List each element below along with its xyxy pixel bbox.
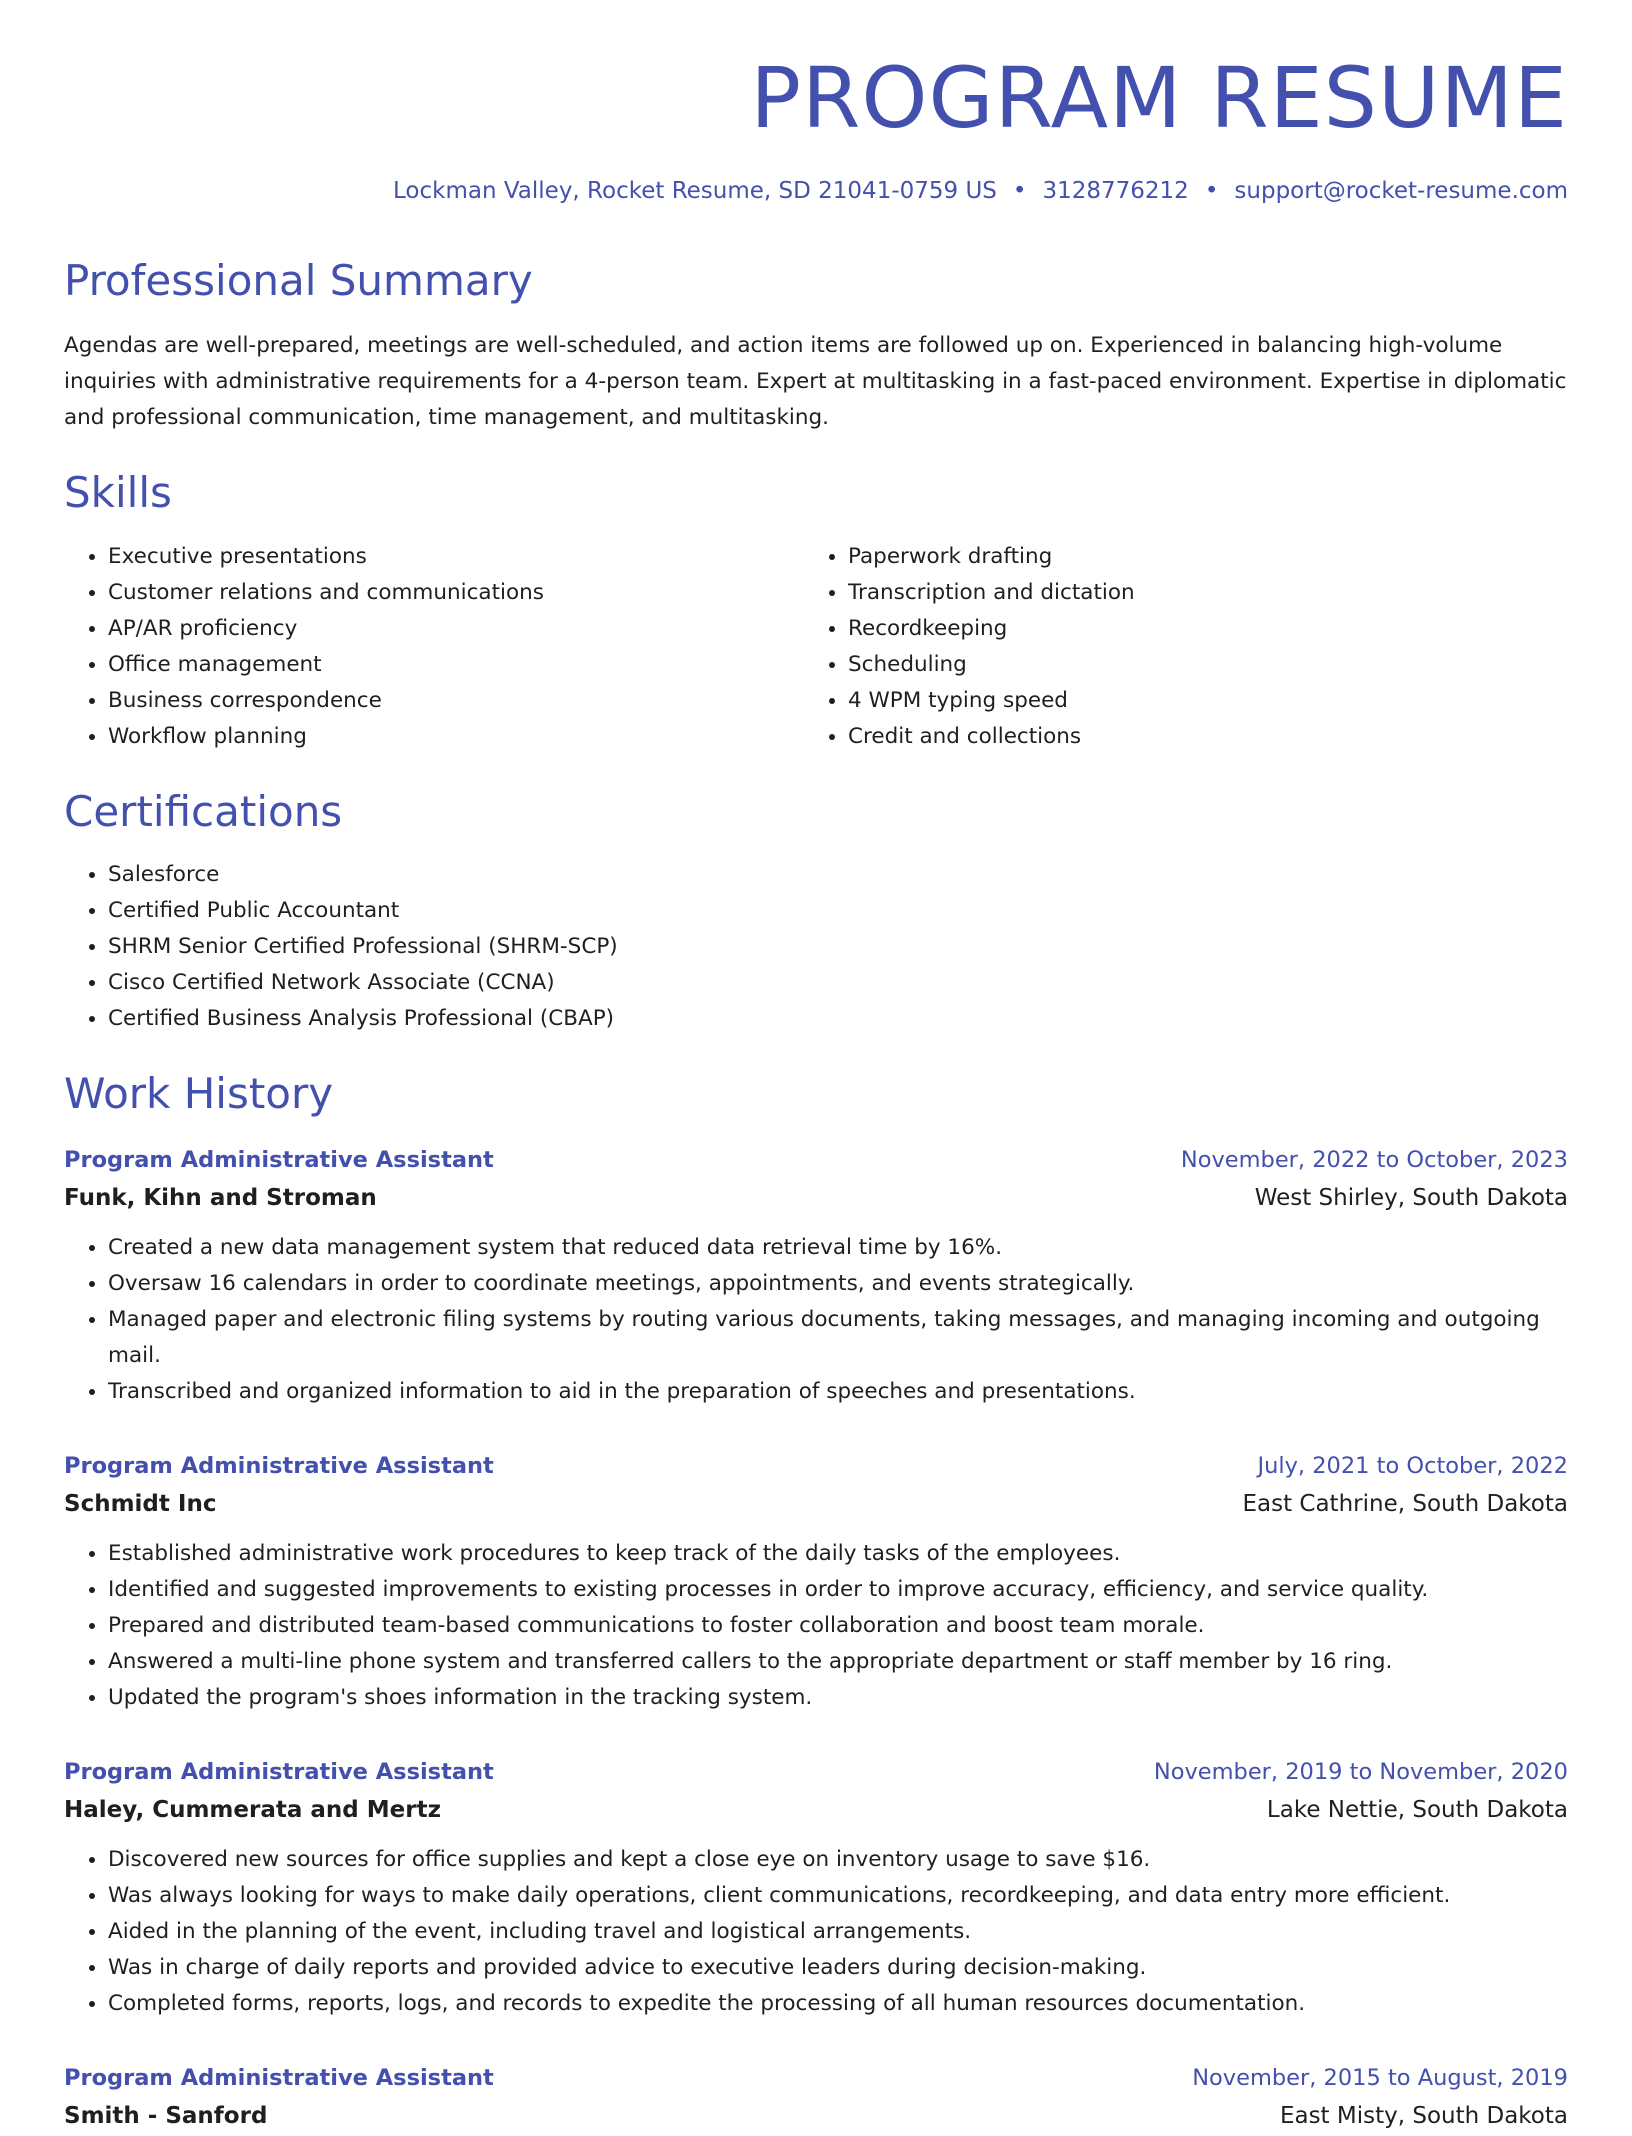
- job-header-row: [64, 1448, 1568, 1484]
- job-company: Smith - Sanford: [64, 2102, 268, 2129]
- resume-name: PROGRAM RESUME: [750, 49, 1568, 147]
- job-dates: July, 2021 to October, 2022: [1257, 1452, 1568, 1479]
- job-company-row: [64, 1178, 1568, 1218]
- job-bullets: [64, 1230, 1568, 1410]
- job-location: West Shirley, South Dakota: [1254, 1184, 1568, 1211]
- contact-separator: •: [1012, 178, 1027, 205]
- skill-item: • Business correspondence: [108, 683, 804, 719]
- job-bullet: • Aided in the planning of the event, including travel and logistical arrangements.: [108, 1914, 1568, 1950]
- job-bullet: • Oversaw 16 calendars in order to coordinate meetings, appointments, and events strategically.: [108, 1266, 1568, 1302]
- job-company-row: [64, 2096, 1568, 2136]
- job-bullet: • Completed forms, reports, logs, and records to expedite the processing of all human resources documentation.: [108, 1986, 1568, 2022]
- skill-item: • Office management: [108, 647, 804, 683]
- job-header-row: [64, 1142, 1568, 1178]
- job-entry: [64, 1142, 1568, 1410]
- skill-item: • Executive presentations: [108, 539, 804, 575]
- job-bullet: • Transcribed and organized information to aid in the preparation of speeches and presentations.: [108, 1374, 1568, 1410]
- skill-item: • Customer relations and communications: [108, 575, 804, 611]
- certifications-list: [64, 857, 1568, 1037]
- skill-item: • AP/AR proficiency: [108, 611, 804, 647]
- job-dates: November, 2019 to November, 2020: [1153, 1758, 1568, 1785]
- job-bullet: • Answered a multi-line phone system and transferred callers to the appropriate department or staff member by 16 ring.: [108, 1644, 1568, 1680]
- job-header-row: [64, 2060, 1568, 2096]
- skills-columns: [64, 539, 1568, 755]
- contact-separator: •: [1204, 178, 1219, 205]
- certification-item: • Cisco Certified Network Associate (CCNA): [108, 965, 1568, 1001]
- skill-item: • Recordkeeping: [848, 611, 1544, 647]
- contact-line: [64, 178, 1568, 206]
- skills-column-left: [64, 539, 804, 755]
- job-bullet: • Discovered new sources for office supplies and kept a close eye on inventory usage to save $16.: [108, 1842, 1568, 1878]
- job-bullet: • Prepared and distributed team-based communications to foster collaboration and boost team morale.: [108, 1608, 1568, 1644]
- job-bullets: [64, 1842, 1568, 2022]
- job-bullet: • Updated the program's shoes information in the tracking system.: [108, 1680, 1568, 1716]
- job-location: East Cathrine, South Dakota: [1242, 1490, 1568, 1517]
- job-bullet: • Established administrative work procedures to keep track of the daily tasks of the employees.: [108, 1536, 1568, 1572]
- job-entry: [64, 1754, 1568, 2022]
- job-location: East Misty, South Dakota: [1279, 2102, 1568, 2129]
- summary-text: Agendas are well-prepared, meetings are well-scheduled, and action items are followed up on. Experienced in balancing high-volume inquiries with administrative requirements for a 4-person team. Expert at multitasking in a fast-paced environment. Expertise in diplomatic and professional communication, time management, and multitasking.: [64, 333, 1567, 431]
- skill-item: • Scheduling: [848, 647, 1544, 683]
- skill-item: • Paperwork drafting: [848, 539, 1544, 575]
- skill-item: • Credit and collections: [848, 719, 1544, 755]
- skills-list-right: [804, 539, 1544, 755]
- skills-list-left: [64, 539, 804, 755]
- certification-item: • Certified Business Analysis Professional (CBAP): [108, 1001, 1568, 1037]
- skills-column-right: [804, 539, 1544, 755]
- section-title-work-history: Work History: [64, 1069, 334, 1119]
- job-header-row: [64, 1754, 1568, 1790]
- job-bullets: [64, 1536, 1568, 1716]
- job-entry: [64, 2060, 1568, 2136]
- job-dates: November, 2022 to October, 2023: [1180, 1146, 1568, 1173]
- job-bullet: • Created a new data management system that reduced data retrieval time by 16%.: [108, 1230, 1568, 1266]
- certification-item: • Salesforce: [108, 857, 1568, 893]
- job-title: Program Administrative Assistant: [64, 1146, 494, 1173]
- skill-item: • Transcription and dictation: [848, 575, 1544, 611]
- job-dates: November, 2015 to August, 2019: [1192, 2064, 1568, 2091]
- job-company: Schmidt Inc: [64, 1490, 217, 1517]
- job-entry: [64, 1448, 1568, 1716]
- job-bullet: • Managed paper and electronic filing systems by routing various documents, taking messages, and managing incoming and outgoing mail.: [108, 1302, 1568, 1374]
- job-bullet: • Identified and suggested improvements to existing processes in order to improve accuracy, efficiency, and service quality.: [108, 1572, 1568, 1608]
- job-company-row: [64, 1484, 1568, 1524]
- job-bullet: • Was in charge of daily reports and provided advice to executive leaders during decision-making.: [108, 1950, 1568, 1986]
- job-company: Haley, Cummerata and Mertz: [64, 1796, 441, 1823]
- job-location: Lake Nettie, South Dakota: [1266, 1796, 1568, 1823]
- section-title-summary: Professional Summary: [64, 255, 533, 305]
- contact-email[interactable]: support@rocket-resume.com: [1234, 178, 1568, 205]
- job-company: Funk, Kihn and Stroman: [64, 1184, 377, 1211]
- certification-item: • SHRM Senior Certified Professional (SHRM-SCP): [108, 929, 1568, 965]
- certification-item: • Certified Public Accountant: [108, 893, 1568, 929]
- job-title: Program Administrative Assistant: [64, 1758, 494, 1785]
- contact-address: Lockman Valley, Rocket Resume, SD 21041-0759 US: [393, 178, 997, 205]
- section-title-skills: Skills: [64, 468, 172, 518]
- job-bullet: • Was always looking for ways to make daily operations, client communications, recordkeeping, and data entry more efficient.: [108, 1878, 1568, 1914]
- job-title: Program Administrative Assistant: [64, 2064, 494, 2091]
- skill-item: • 4 WPM typing speed: [848, 683, 1544, 719]
- job-company-row: [64, 1790, 1568, 1830]
- skill-item: • Workflow planning: [108, 719, 804, 755]
- section-title-certifications: Certifications: [64, 786, 343, 836]
- job-title: Program Administrative Assistant: [64, 1452, 494, 1479]
- contact-phone: 3128776212: [1042, 178, 1189, 205]
- resume-header: [64, 0, 1568, 206]
